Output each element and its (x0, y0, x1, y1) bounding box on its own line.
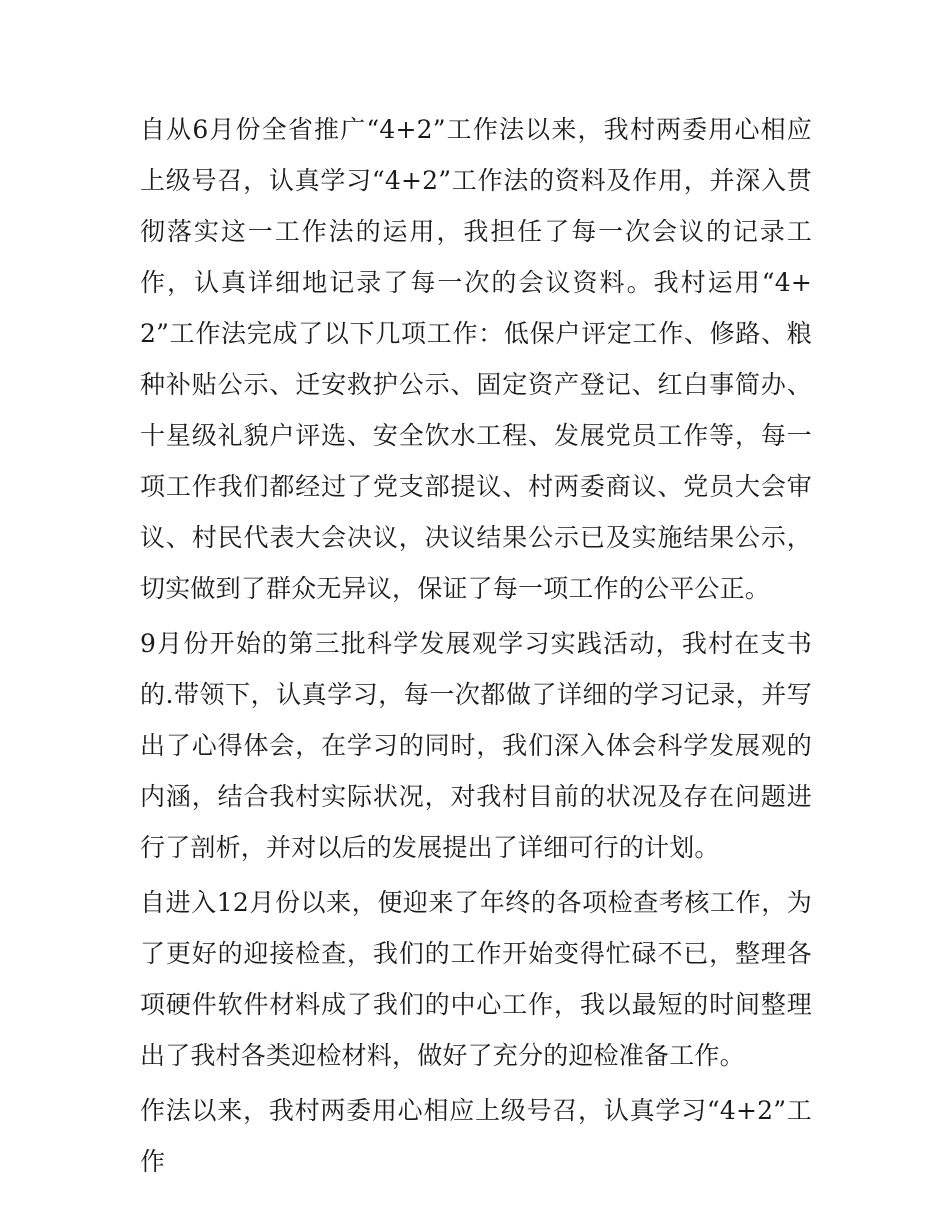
paragraph-2: 9月份开始的第三批科学发展观学习实践活动，我村在支书的.带领下，认真学习，每一次都做了详细的学习记录，并写出了心得体会，在学习的同时，我们深入体会科学发展观的内涵，结合我村实际状况，对我村目前的状况及存在问题进行了剖析，并对以后的发展提出了详细可行的计划。 (140, 629, 812, 862)
paragraph-3: 自进入12月份以来，便迎来了年终的各项检查考核工作，为了更好的迎接检查，我们的工作开始变得忙碌不已，整理各项硬件软件材料成了我们的中心工作，我以最短的时间整理出了我村各类迎检材料，做好了充分的迎检准备工作。 (140, 888, 812, 1070)
document-body (140, 104, 812, 1191)
paragraph-4: 作法以来，我村两委用心相应上级号召，认真学习“4+2”工作 (140, 1096, 812, 1176)
paragraph-1: 自从6月份全省推广“4+2”工作法以来，我村两委用心相应上级号召，认真学习“4+2”工作法的资料及作用，并深入贯彻落实这一工作法的运用，我担任了每一次会议的记录工作，认真详细地记录了每一次的会议资料。我村运用“4+2”工作法完成了以下几项工作：低保户评定工作、修路、粮种补贴公示、迁安救护公示、固定资产登记、红白事简办、十星级礼貌户评选、安全饮水工程、发展党员工作等，每一项工作我们都经过了党支部提议、村两委商议、党员大会审议、村民代表大会决议，决议结果公示已及实施结果公示，切实做到了群众无异议，保证了每一项工作的公平公正。 (140, 115, 812, 603)
